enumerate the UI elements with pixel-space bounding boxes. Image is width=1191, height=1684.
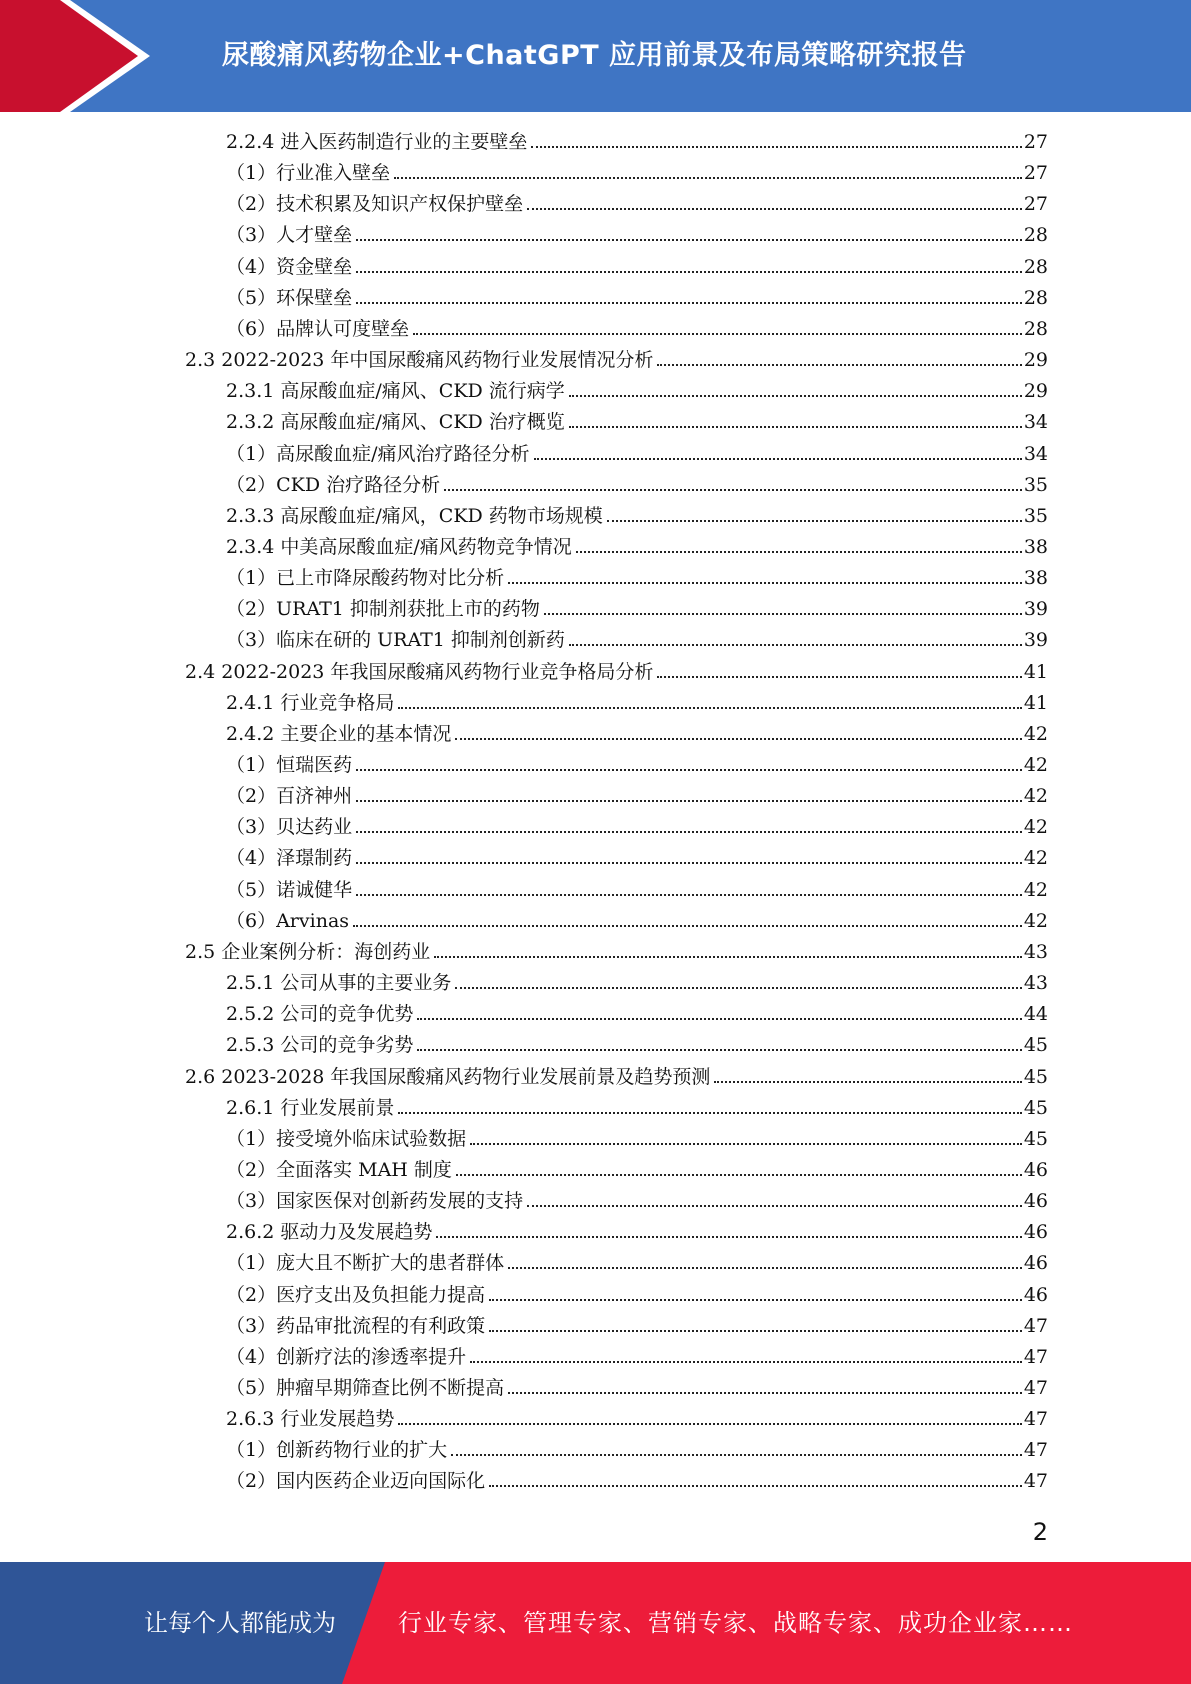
- toc-dot-leader: [569, 644, 1022, 646]
- toc-entry-title: （3）贝达药业: [226, 816, 353, 839]
- toc-entry[interactable]: [185, 938, 1048, 966]
- toc-entry-title: （1）高尿酸血症/痛风治疗路径分析: [226, 442, 530, 465]
- toc-entry[interactable]: [226, 1436, 1048, 1464]
- toc-entry-title: （3）药品审批流程的有利政策: [226, 1314, 486, 1337]
- toc-entry-title: 2.5.1 公司从事的主要业务: [226, 972, 452, 995]
- toc-entry-title: 2.4.1 行业竞争格局: [226, 691, 395, 714]
- toc-entry-page: 47: [1023, 1439, 1048, 1462]
- toc-entry-page: 46: [1023, 1252, 1048, 1275]
- toc-entry-title: （4）资金壁垒: [226, 255, 353, 278]
- toc-entry-page: 42: [1023, 754, 1048, 776]
- toc-entry[interactable]: [185, 1063, 1048, 1091]
- toc-entry-title: （4）创新疗法的渗透率提升: [226, 1345, 467, 1368]
- toc-entry[interactable]: [226, 1187, 1048, 1215]
- toc-dot-leader: [714, 1081, 1021, 1083]
- toc-entry-page: 44: [1023, 1003, 1048, 1026]
- footer-slogan-right: 行业专家、管理专家、营销专家、战略专家、成功企业家……: [398, 1609, 1073, 1637]
- toc-entry-page: 45: [1023, 1096, 1048, 1119]
- toc-entry[interactable]: [226, 595, 1048, 623]
- toc-entry-title: 2.5.3 公司的竞争劣势: [226, 1034, 414, 1057]
- toc-entry-page: 27: [1023, 193, 1048, 216]
- toc-entry-page: 47: [1023, 1345, 1048, 1368]
- toc-entry[interactable]: [185, 658, 1048, 686]
- toc-entry-title: （2）国内医药企业迈向国际化: [226, 1470, 486, 1493]
- toc-entry-page: 46: [1023, 1221, 1048, 1244]
- toc-entry[interactable]: [226, 1125, 1048, 1153]
- toc-dot-leader: [576, 551, 1022, 553]
- toc-entry-page: 47: [1023, 1408, 1048, 1431]
- toc-dot-leader: [417, 1018, 1021, 1020]
- toc-entry[interactable]: [185, 346, 1048, 374]
- toc-entry-title: （3）国家医保对创新药发展的支持: [226, 1190, 524, 1213]
- toc-entry-title: 2.6.1 行业发展前景: [226, 1096, 395, 1119]
- toc-dot-leader: [607, 520, 1022, 522]
- toc-entry-title: （1）已上市降尿酸药物对比分析: [226, 567, 505, 590]
- footer-slogan-left: 让每个人都能成为: [144, 1609, 336, 1637]
- toc-entry[interactable]: [226, 689, 1048, 717]
- toc-entry-page: 42: [1023, 878, 1048, 901]
- toc-dot-leader: [356, 302, 1022, 304]
- toc-entry-page: 43: [1023, 940, 1048, 963]
- toc-entry[interactable]: [226, 844, 1048, 872]
- toc-entry[interactable]: [226, 1249, 1048, 1277]
- header-arrow-icon: [0, 0, 160, 112]
- toc-entry-title: 2.5.2 公司的竞争优势: [226, 1003, 414, 1026]
- toc-entry-title: 2.4 2022-2023 年我国尿酸痛风药物行业竞争格局分析: [185, 660, 654, 683]
- toc-dot-leader: [657, 364, 1021, 366]
- toc-entry-page: 42: [1023, 909, 1048, 932]
- toc-dot-leader: [470, 1361, 1022, 1363]
- toc-entry-page: 35: [1023, 473, 1048, 496]
- toc-entry-page: 34: [1023, 442, 1048, 465]
- toc-dot-leader: [398, 1423, 1021, 1425]
- toc-entry-page: 34: [1023, 411, 1048, 434]
- toc-entry-title: （1）接受境外临床试验数据: [226, 1127, 467, 1150]
- toc-entry-title: 2.3.4 中美高尿酸血症/痛风药物竞争情况: [226, 535, 572, 558]
- toc-entry-page: 28: [1023, 255, 1048, 278]
- toc-dot-leader: [417, 1049, 1021, 1051]
- toc-dot-leader: [353, 925, 1022, 927]
- toc-entry[interactable]: [226, 626, 1048, 654]
- toc-entry-page: 28: [1023, 224, 1048, 247]
- toc-entry[interactable]: [226, 253, 1048, 281]
- toc-entry-title: （2）技术积累及知识产权保护壁垒: [226, 193, 524, 216]
- toc-dot-leader: [413, 333, 1022, 335]
- toc-dot-leader: [451, 1454, 1022, 1456]
- toc-entry-title: 2.3.3 高尿酸血症/痛风，CKD 药物市场规模: [226, 504, 603, 527]
- toc-entry[interactable]: [226, 1405, 1048, 1433]
- toc-entry-page: 41: [1023, 660, 1048, 683]
- toc-dot-leader: [434, 956, 1022, 958]
- toc-entry-page: 41: [1023, 691, 1048, 714]
- toc-entry[interactable]: [226, 813, 1048, 841]
- toc-dot-leader: [356, 831, 1022, 833]
- toc-entry[interactable]: [226, 782, 1048, 810]
- toc-entry-title: （3）临床在研的 URAT1 抑制剂创新药: [226, 629, 565, 652]
- toc-dot-leader: [569, 426, 1022, 428]
- toc-entry[interactable]: [226, 128, 1048, 156]
- toc-entry-title: （1）创新药物行业的扩大: [226, 1439, 448, 1462]
- toc-entry-title: （2）全面落实 MAH 制度: [226, 1158, 452, 1181]
- toc-entry[interactable]: [226, 1000, 1048, 1028]
- toc-dot-leader: [398, 707, 1021, 709]
- toc-entry-title: （1）恒瑞医药: [226, 754, 353, 776]
- toc-entry-title: （2）URAT1 抑制剂获批上市的药物: [226, 598, 540, 621]
- toc-entry[interactable]: [226, 751, 1048, 779]
- toc-dot-leader: [508, 582, 1022, 584]
- toc-dot-leader: [569, 395, 1022, 397]
- toc-entry[interactable]: [226, 471, 1048, 499]
- toc-entry[interactable]: [226, 1312, 1048, 1340]
- toc-entry[interactable]: [226, 408, 1048, 436]
- toc-entry[interactable]: [226, 284, 1048, 312]
- toc-entry-page: 38: [1023, 567, 1048, 590]
- toc-dot-leader: [489, 1485, 1022, 1487]
- toc-entry-page: 27: [1023, 162, 1048, 185]
- toc-entry-title: 2.3.2 高尿酸血症/痛风、CKD 治疗概览: [226, 411, 565, 434]
- toc-entry-page: 42: [1023, 816, 1048, 839]
- toc-entry-page: 47: [1023, 1470, 1048, 1493]
- toc-entry-page: 46: [1023, 1283, 1048, 1306]
- toc-entry[interactable]: [226, 720, 1048, 748]
- toc-entry[interactable]: [226, 1281, 1048, 1309]
- toc-entry-title: 2.6.3 行业发展趋势: [226, 1408, 395, 1431]
- toc-entry-page: 39: [1023, 598, 1048, 621]
- toc-dot-leader: [398, 1112, 1021, 1114]
- toc-entry[interactable]: [226, 221, 1048, 249]
- toc-entry[interactable]: [226, 876, 1048, 904]
- toc-dot-leader: [456, 1174, 1022, 1176]
- toc-entry-title: 2.6.2 驱动力及发展趋势: [226, 1221, 433, 1244]
- toc-entry-title: （1）庞大且不断扩大的患者群体: [226, 1252, 505, 1275]
- toc-dot-leader: [455, 738, 1021, 740]
- toc-dot-leader: [436, 1236, 1021, 1238]
- toc-dot-leader: [657, 676, 1021, 678]
- toc-dot-leader: [356, 862, 1022, 864]
- toc-entry-title: （6）Arvinas: [226, 909, 350, 932]
- toc-entry[interactable]: [226, 190, 1048, 218]
- toc-entry-title: （5）诺诚健华: [226, 878, 353, 901]
- toc-entry-page: 39: [1023, 629, 1048, 652]
- toc-entry-page: 29: [1023, 380, 1048, 403]
- toc-entry-page: 42: [1023, 722, 1048, 745]
- toc-entry-title: （5）环保壁垒: [226, 286, 353, 309]
- toc-entry-title: 2.5 企业案例分析：海创药业: [185, 940, 431, 963]
- toc-dot-leader: [489, 1330, 1022, 1332]
- toc-dot-leader: [356, 894, 1022, 896]
- page-footer: [0, 1562, 1191, 1684]
- toc-entry-title: 2.2.4 进入医药制造行业的主要壁垒: [226, 131, 528, 153]
- toc-entry[interactable]: [226, 377, 1048, 405]
- toc-dot-leader: [356, 271, 1022, 273]
- toc-entry-title: （1）行业准入壁垒: [226, 162, 391, 185]
- toc-dot-leader: [489, 1299, 1022, 1301]
- toc-entry[interactable]: [226, 564, 1048, 592]
- toc-entry[interactable]: [226, 502, 1048, 530]
- toc-dot-leader: [470, 1143, 1022, 1145]
- toc-dot-leader: [534, 458, 1022, 460]
- toc-entry-title: （2）CKD 治疗路径分析: [226, 473, 441, 496]
- toc-dot-leader: [444, 489, 1022, 491]
- toc-dot-leader: [544, 613, 1022, 615]
- toc-entry-page: 46: [1023, 1190, 1048, 1213]
- toc-entry-title: 2.3 2022-2023 年中国尿酸痛风药物行业发展情况分析: [185, 349, 654, 372]
- toc-entry[interactable]: [226, 159, 1048, 187]
- toc-entry[interactable]: [226, 907, 1048, 935]
- toc-dot-leader: [394, 177, 1022, 179]
- toc-entry-page: 45: [1023, 1127, 1048, 1150]
- toc-entry-title: （5）肿瘤早期筛查比例不断提高: [226, 1377, 505, 1399]
- report-title: 尿酸痛风药物企业+ChatGPT 应用前景及布局策略研究报告: [222, 40, 967, 71]
- toc-dot-leader: [531, 146, 1021, 148]
- toc-entry-title: （6）品牌认可度壁垒: [226, 317, 410, 340]
- toc-entry[interactable]: [226, 1218, 1048, 1246]
- toc-entry-page: 46: [1023, 1158, 1048, 1181]
- toc-entry-page: 27: [1023, 131, 1048, 153]
- toc-entry[interactable]: [226, 1343, 1048, 1371]
- toc-dot-leader: [508, 1267, 1022, 1269]
- toc-entry-title: 2.4.2 主要企业的基本情况: [226, 722, 452, 745]
- toc-entry-page: 28: [1023, 317, 1048, 340]
- toc-entry-title: 2.3.1 高尿酸血症/痛风、CKD 流行病学: [226, 380, 565, 403]
- toc-entry-title: 2.6 2023-2028 年我国尿酸痛风药物行业发展前景及趋势预测: [185, 1065, 711, 1088]
- toc-entry-page: 42: [1023, 847, 1048, 870]
- toc-dot-leader: [356, 239, 1022, 241]
- toc-dot-leader: [356, 769, 1022, 771]
- toc-entry[interactable]: [226, 969, 1048, 997]
- toc-entry-title: （2）医疗支出及负担能力提高: [226, 1283, 486, 1306]
- toc-entry-page: 29: [1023, 349, 1048, 372]
- toc-entry[interactable]: [226, 533, 1048, 561]
- toc-dot-leader: [356, 800, 1022, 802]
- toc-entry[interactable]: [226, 315, 1048, 343]
- toc-entry-page: 45: [1023, 1065, 1048, 1088]
- toc-entry-page: 47: [1023, 1314, 1048, 1337]
- page-number: 2: [1032, 1518, 1048, 1546]
- toc-entry[interactable]: [226, 440, 1048, 468]
- toc-dot-leader: [455, 987, 1021, 989]
- toc-entry-title: （4）泽璟制药: [226, 847, 353, 870]
- toc-entry-page: 43: [1023, 972, 1048, 995]
- toc-entry[interactable]: [226, 1031, 1048, 1059]
- toc-dot-leader: [527, 1205, 1022, 1207]
- toc-entry-page: 35: [1023, 504, 1048, 527]
- toc-entry[interactable]: [226, 1156, 1048, 1184]
- toc-entry-title: （3）人才壁垒: [226, 224, 353, 247]
- toc-dot-leader: [527, 208, 1022, 210]
- toc-entry-page: 38: [1023, 535, 1048, 558]
- toc-entry-page: 45: [1023, 1034, 1048, 1057]
- toc-entry-page: 28: [1023, 286, 1048, 309]
- toc-entry[interactable]: [226, 1374, 1048, 1402]
- toc-entry[interactable]: [226, 1094, 1048, 1122]
- toc-entry-page: 47: [1023, 1377, 1048, 1399]
- toc-dot-leader: [508, 1392, 1022, 1394]
- toc-entry-title: （2）百济神州: [226, 785, 353, 808]
- toc-entry-page: 42: [1023, 785, 1048, 808]
- page-header: [0, 0, 1191, 112]
- toc-entry[interactable]: [226, 1467, 1048, 1495]
